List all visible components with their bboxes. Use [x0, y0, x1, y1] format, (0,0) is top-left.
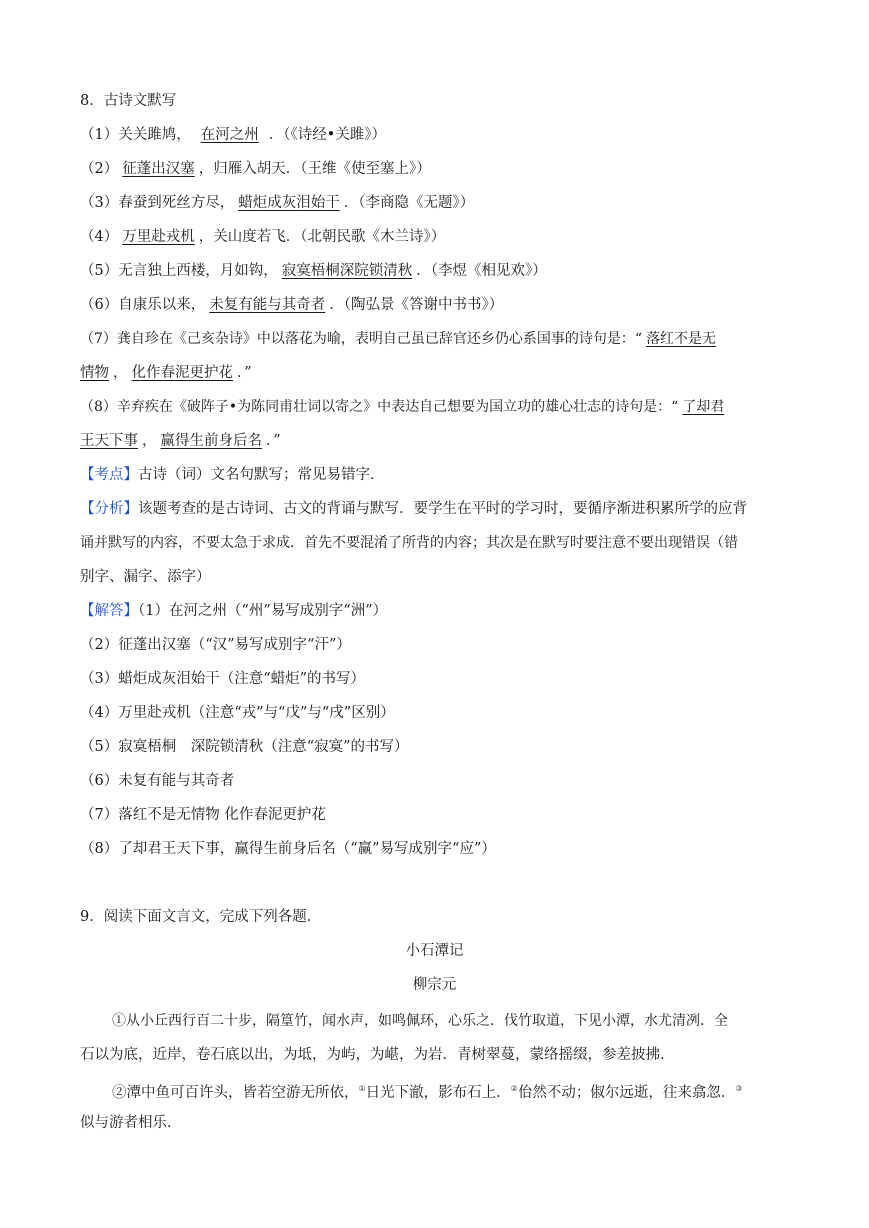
fenxi-text: 该题考查的是古诗词、古文的背诵与默写．要学生在平时的学习时，要循序渐进积累所学的应背	[138, 501, 747, 517]
answer-blank: 王天下事	[80, 433, 138, 449]
answer-blank: 化作春泥更护花	[131, 365, 233, 381]
jieda-line-2: （2）征蓬出汉塞（“汉”易写成别字“汗”）	[80, 637, 351, 653]
item-suffix: ．”	[266, 433, 281, 449]
item-suffix: ．（李煜《相见欢》）	[416, 263, 547, 279]
q8-item-8-line-2	[80, 431, 281, 451]
answer-blank: 赢得生前身后名	[160, 433, 262, 449]
item-prefix: （6）自康乐以来，	[80, 297, 206, 313]
item-prefix: （7）龚自珍在《己亥杂诗》中以落花为喻，表明自己虽已辞官还乡仍心系国事的诗句是：“	[80, 331, 643, 347]
q8-item-4	[80, 227, 445, 247]
sentence: 佁然不动；俶尔远逝，往来翕忽．	[517, 1084, 736, 1101]
item-prefix: （4）	[80, 229, 119, 245]
answer-blank: 情物	[80, 365, 109, 381]
jieda-tag: 【解答】	[80, 603, 138, 619]
annotation-marker: ①	[358, 1084, 366, 1093]
article-title: 小石潭记	[405, 943, 464, 959]
q8-item-6	[80, 295, 503, 315]
q8-item-1	[80, 125, 386, 145]
item-prefix: （8）辛弃疾在《破阵子•为陈同甫壮词以寄之》中表达自己想要为国立功的雄心壮志的诗句是：“	[80, 399, 679, 415]
item-prefix: （3）春蚕到死丝方尽，	[80, 195, 235, 211]
jieda-text: （1）在河之州（“州”易写成别字“洲”）	[138, 603, 388, 619]
fenxi-line-3: 别字、漏字、添字）	[80, 569, 211, 585]
answer-blank: 未复有能与其奇者	[209, 297, 326, 313]
fenxi-line-2: 诵并默写的内容，不要太急于求成．首先不要混淆了所背的内容；其次是在默写时要注意不要出现错误（错	[80, 535, 738, 551]
jieda-line-8: （8）了却君王天下事，赢得生前身后名（“赢”易写成别字“应”）	[80, 841, 496, 857]
kaodian-section	[80, 465, 385, 485]
item-prefix: （5）无言独上西楼，月如钩，	[80, 263, 278, 279]
jieda-line-3: （3）蜡炬成灰泪始干（注意“蜡炬”的书写）	[80, 671, 366, 687]
sentence: 日光下澈，影布石上．	[365, 1084, 511, 1101]
paragraph-1-line-1: ①从小丘西行百二十步，隔篁竹，闻水声，如鸣佩环，心乐之．伐竹取道，下见小潭，水尤清冽．全	[112, 1013, 728, 1029]
item-suffix: ，归雁入胡天．（王维《使至塞上》）	[198, 161, 431, 177]
q8-item-2	[80, 159, 431, 179]
kaodian-tag: 【考点】	[80, 467, 138, 483]
answer-blank: 在河之州	[200, 127, 259, 143]
answer-blank: 落红不是无	[646, 331, 717, 347]
item-suffix: ．（《诗经•关雎》）	[268, 127, 387, 143]
paragraph-2-line-1	[112, 1079, 743, 1103]
q8-item-5	[80, 261, 547, 281]
jieda-line-7: （7）落红不是无情物 化作春泥更护花	[80, 807, 326, 823]
answer-blank: 蜡炬成灰泪始干	[238, 195, 340, 211]
jieda-line-4: （4）万里赴戎机（注意“戎”与“戊”与“戌”区别）	[80, 705, 395, 721]
article-author: 柳宗元	[412, 977, 457, 993]
jieda-line-6: （6）未复有能与其奇者	[80, 773, 235, 789]
paragraph-2-line-2: 似与游者相乐．	[80, 1115, 182, 1131]
item-prefix: （2）	[80, 161, 119, 177]
q8-item-8-line-1	[80, 397, 728, 417]
paragraph-1-line-2: 石以为底，近岸，卷石底以出，为坻，为屿，为嵁，为岩．青树翠蔓，蒙络摇缀，参差披拂．	[80, 1047, 675, 1063]
question-8-title: 8．古诗文默写	[80, 93, 177, 109]
separator: ，	[142, 433, 157, 449]
answer-blank: 征蓬出汉塞	[122, 161, 195, 177]
answer-blank: 了却君	[682, 399, 725, 415]
sentence: ②潭中鱼可百许头，皆若空游无所依，	[112, 1084, 359, 1101]
jieda-line-1	[80, 601, 387, 621]
item-suffix: ．（陶弘景《答谢中书书》）	[329, 297, 504, 313]
q8-item-7-line-2	[80, 363, 252, 383]
item-suffix: ．”	[237, 365, 252, 381]
annotation-marker: ③	[735, 1084, 743, 1093]
annotation-marker: ②	[510, 1084, 518, 1093]
answer-blank: 寂寞梧桐深院锁清秋	[281, 263, 413, 279]
item-suffix: ．（李商隐《无题》）	[343, 195, 475, 211]
q8-item-3	[80, 193, 474, 213]
item-prefix: （1）关关雎鸠，	[80, 127, 191, 143]
item-suffix: ，关山度若飞．（北朝民歌《木兰诗》）	[198, 229, 446, 245]
answer-blank: 万里赴戎机	[122, 229, 195, 245]
q8-item-7-line-1	[80, 329, 720, 349]
kaodian-text: 古诗（词）文名句默写；常见易错字．	[138, 467, 385, 483]
question-9-title: 9．阅读下面文言文，完成下列各题．	[80, 909, 322, 925]
separator: ，	[113, 365, 128, 381]
fenxi-tag: 【分析】	[80, 501, 138, 517]
fenxi-line-1	[80, 499, 747, 519]
jieda-line-5: （5）寂寞梧桐 深院锁清秋（注意“寂寞”的书写）	[80, 739, 409, 755]
